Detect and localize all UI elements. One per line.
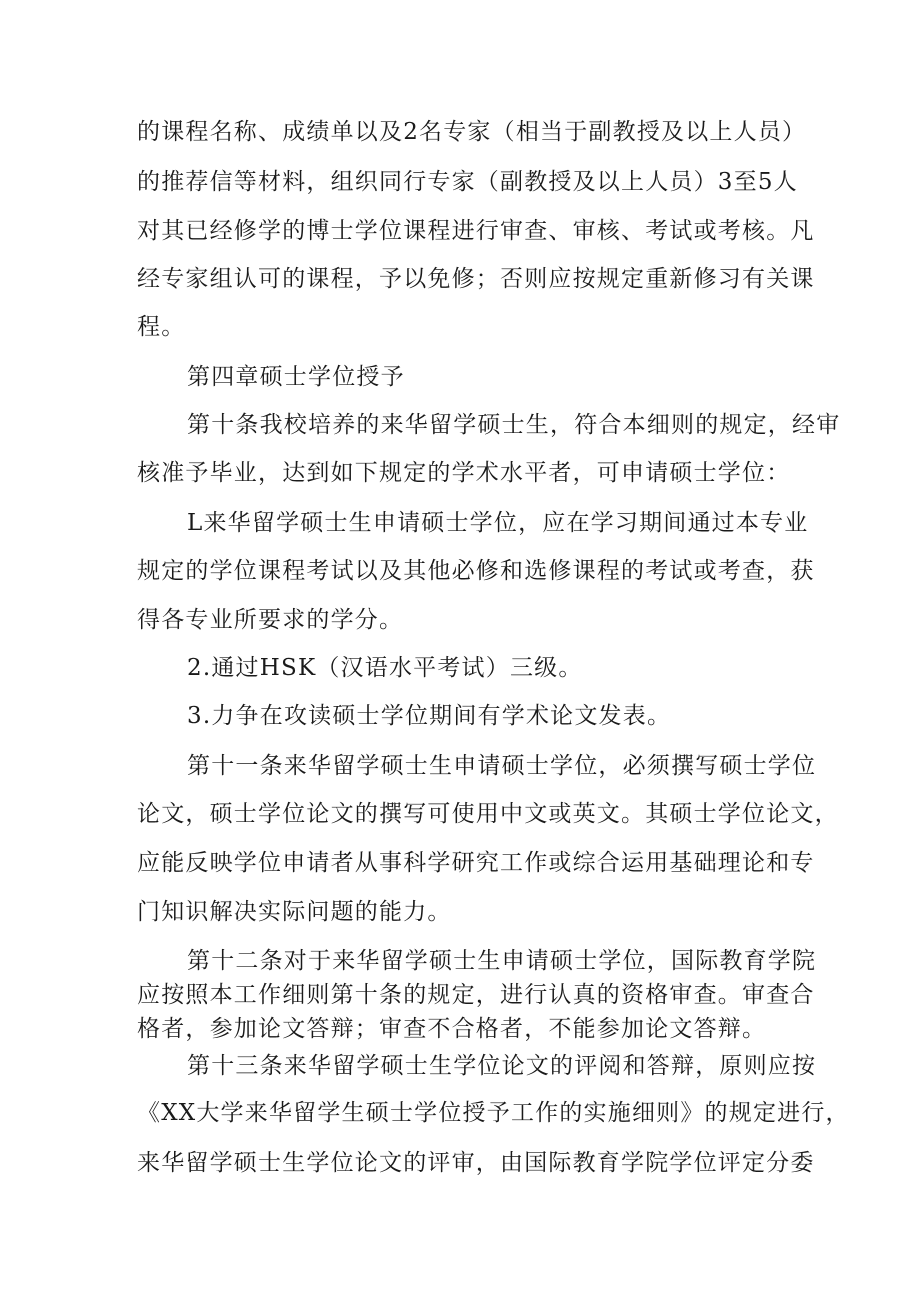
text-line: 应按照本工作细则第十条的规定，进行认真的资格审查。审查合 <box>137 982 815 1008</box>
text-line: L来华留学硕士生申请硕士学位，应在学习期间通过本专业 <box>187 510 809 536</box>
chapter-heading: 第四章硕士学位授予 <box>187 364 405 390</box>
text-line: 经专家组认可的课程，予以免修；否则应按规定重新修习有关课 <box>137 266 815 292</box>
text-line: 3.力争在攻读硕士学位期间有学术论文发表。 <box>187 703 672 729</box>
text-line: 核准予毕业，达到如下规定的学术水平者，可申请硕士学位： <box>137 460 791 486</box>
text-line: 第十二条对于来华留学硕士生申请硕士学位，国际教育学院 <box>187 948 817 974</box>
text-line: 得各专业所要求的学分。 <box>137 607 404 633</box>
text-line: 门知识解决实际问题的能力。 <box>137 899 452 925</box>
text-line: 2.通过HSK（汉语水平考试）三级。 <box>187 655 583 681</box>
text-line: 《XX大学来华留学生硕士学位授予工作的实施细则》的规定进行， <box>137 1100 850 1126</box>
text-line: 对其已经修学的博士学位课程进行审查、审核、考试或考核。凡 <box>137 218 815 244</box>
text-line: 格者，参加论文答辩；审查不合格者，不能参加论文答辩。 <box>137 1016 767 1042</box>
text-line: 论文，硕士学位论文的撰写可使用中文或英文。其硕士学位论文， <box>137 801 839 827</box>
text-line: 应能反映学位申请者从事科学研究工作或综合运用基础理论和专 <box>137 850 815 876</box>
text-line: 第十条我校培养的来华留学硕士生，符合本细则的规定，经审 <box>187 412 841 438</box>
text-line: 的推荐信等材料，组织同行专家（副教授及以上人员）3至5人 <box>137 169 798 195</box>
text-line: 规定的学位课程考试以及其他必修和选修课程的考试或考查，获 <box>137 558 815 584</box>
text-line: 第十一条来华留学硕士生申请硕士学位，必须撰写硕士学位 <box>187 753 817 779</box>
text-line: 第十三条来华留学硕士生学位论文的评阅和答辩，原则应按 <box>187 1053 817 1079</box>
text-line: 的课程名称、成绩单以及2名专家（相当于副教授及以上人员） <box>137 119 807 145</box>
text-line: 来华留学硕士生学位论文的评审，由国际教育学院学位评定分委 <box>137 1150 815 1176</box>
text-line: 程。 <box>137 314 186 340</box>
